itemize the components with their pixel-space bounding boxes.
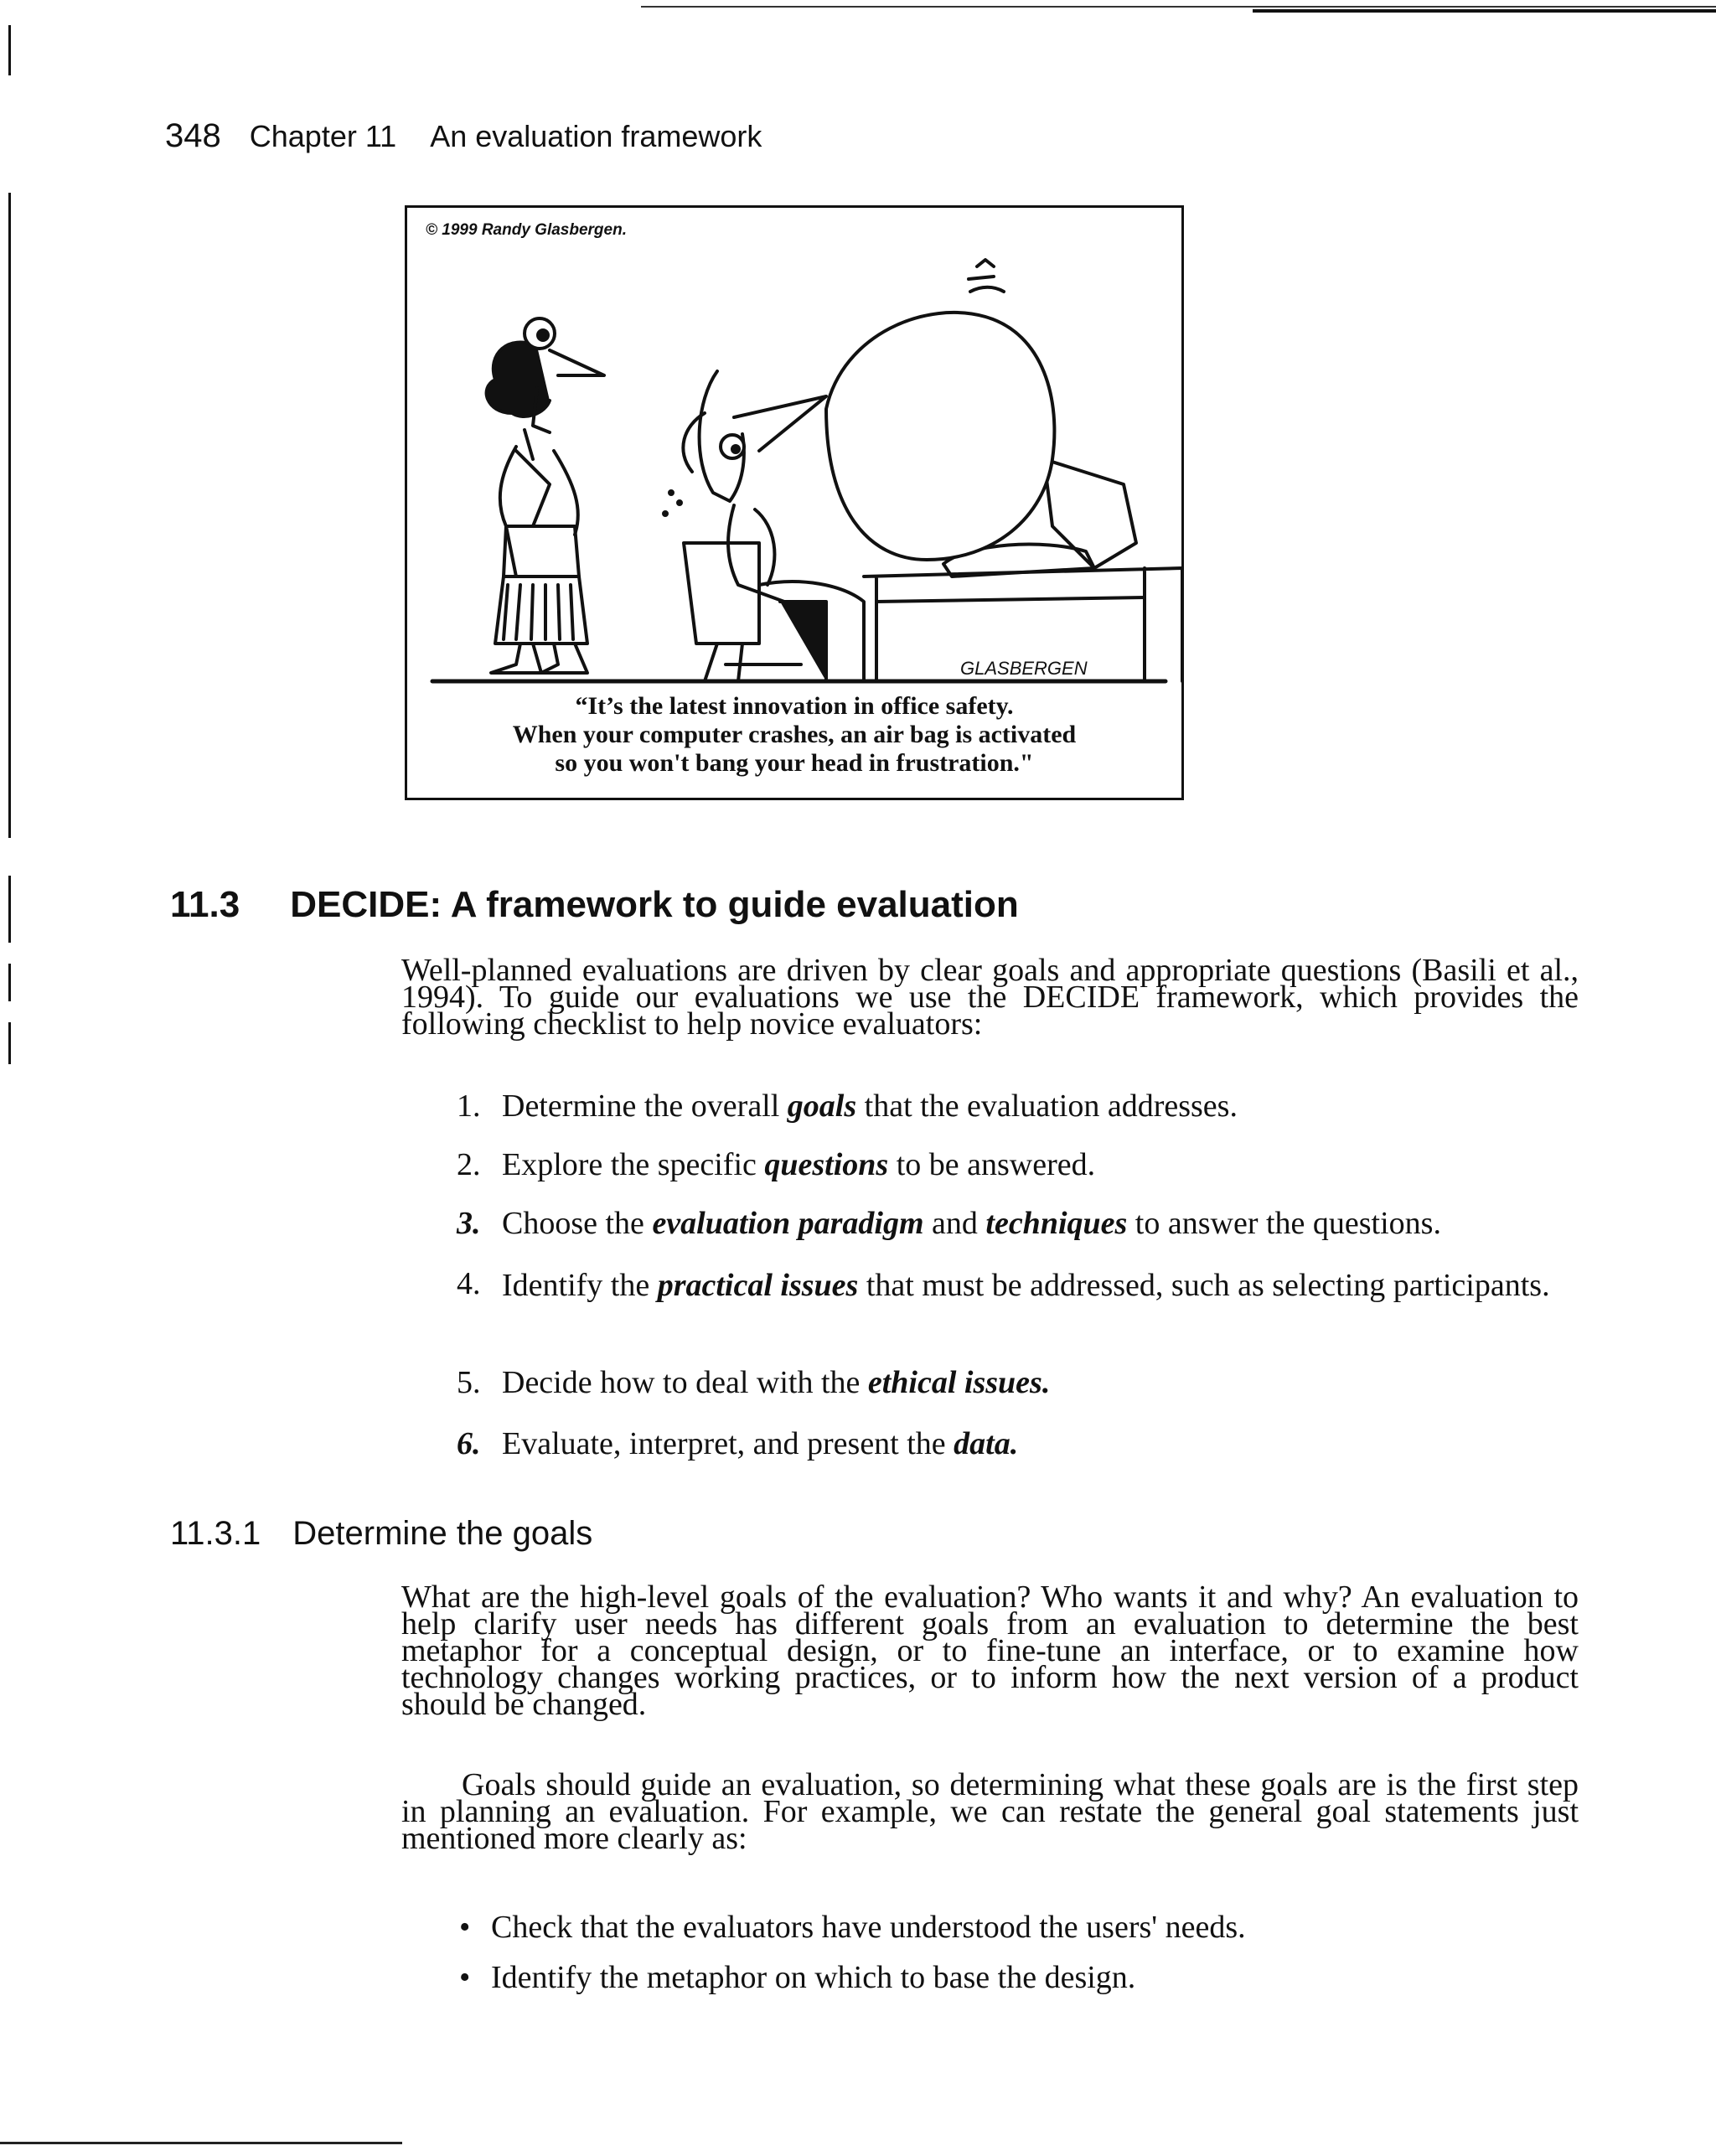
bottom-rule xyxy=(0,2142,402,2144)
list-emphasis: goals xyxy=(787,1088,857,1124)
subsection-heading xyxy=(170,1515,592,1553)
section-heading xyxy=(170,884,1019,926)
list-text: Evaluate, interpret, and present the xyxy=(502,1426,954,1461)
chapter-label: Chapter 11 xyxy=(249,119,397,153)
list-text: Decide how to deal with the xyxy=(502,1365,868,1400)
list-text: Explore the specific xyxy=(502,1147,765,1182)
list-text: and xyxy=(923,1206,986,1241)
cartoon-caption xyxy=(407,692,1181,778)
list-emphasis: practical issues xyxy=(657,1268,859,1303)
subsection-title: Determine the goals xyxy=(292,1515,593,1552)
list-number: 4. xyxy=(457,1266,481,1301)
cartoon-figure xyxy=(405,205,1184,800)
subsection-paragraph: What are the high-level goals of the evaluation? Who wants it and why? An evaluation to help clarify user needs has different goals from an evaluation to determine the best metaphor for a conceptual design, or to fine-tune an interface, or to examine how technology changes working practices, or to inform how the next version of a product should be changed. xyxy=(401,1580,1579,1722)
subsection-number: 11.3.1 xyxy=(170,1515,261,1552)
bullet-icon: • xyxy=(459,1960,471,1995)
bullet-text: Check that the evaluators have understood the users' needs. xyxy=(491,1910,1246,1945)
margin-bar xyxy=(8,193,11,838)
cartoon-credit: © 1999 Randy Glasbergen. xyxy=(426,221,627,239)
margin-bar xyxy=(8,25,11,75)
section-intro-paragraph: Well-planned evaluations are driven by clear goals and appropriate questions (Basili et al., 1994). To guide our evaluations we use the DECIDE framework, which provides the following checklist to help novice evaluators: xyxy=(401,953,1579,1042)
list-text: to be answered. xyxy=(888,1147,1096,1182)
list-number: 1. xyxy=(457,1088,481,1124)
caption-line: so you won't bang your head in frustration." xyxy=(555,749,1034,777)
list-emphasis: techniques xyxy=(985,1206,1128,1241)
margin-bar xyxy=(8,964,11,1001)
top-rule-thick xyxy=(1253,9,1716,13)
list-item xyxy=(459,1961,1135,1994)
bullet-icon: • xyxy=(459,1910,471,1945)
list-number: 3. xyxy=(457,1206,481,1241)
page-number: 348 xyxy=(165,117,221,154)
list-number: 6. xyxy=(457,1426,481,1461)
caption-line: When your computer crashes, an air bag is activated xyxy=(512,721,1077,748)
list-text: Determine the overall xyxy=(502,1088,788,1124)
running-header xyxy=(165,117,762,155)
margin-bar xyxy=(8,876,11,943)
list-text: to answer the questions. xyxy=(1127,1206,1441,1241)
list-text: that the evaluation addresses. xyxy=(856,1088,1238,1124)
caption-line: “It’s the latest innovation in office safety. xyxy=(575,692,1014,720)
list-emphasis: ethical issues. xyxy=(867,1365,1051,1400)
list-text: Choose the xyxy=(502,1206,653,1241)
bullet-text: Identify the metaphor on which to base the design. xyxy=(491,1960,1136,1995)
artist-signature: GLASBERGEN xyxy=(960,658,1088,679)
list-emphasis: data. xyxy=(954,1426,1019,1461)
list-text: Identify the xyxy=(502,1268,658,1303)
list-number: 2. xyxy=(457,1147,481,1182)
list-item xyxy=(459,1910,1246,1944)
chapter-title: An evaluation framework xyxy=(430,119,762,153)
subsection-paragraph xyxy=(401,1767,1579,1856)
top-rule xyxy=(641,6,1716,8)
section-title: DECIDE: A framework to guide evaluation xyxy=(290,884,1019,925)
paragraph-text: Goals should guide an evaluation, so determining what these goals are is the first step in planning an evaluation. For example, we can restate the general goal statements just mentioned more clearly as: xyxy=(401,1767,1579,1856)
list-number: 5. xyxy=(457,1365,481,1400)
section-number: 11.3 xyxy=(170,884,240,925)
list-text: that must be addressed, such as selecting participants. xyxy=(858,1268,1550,1303)
list-emphasis: questions xyxy=(764,1147,889,1182)
margin-bar xyxy=(8,1022,11,1064)
list-emphasis: evaluation paradigm xyxy=(652,1206,924,1241)
